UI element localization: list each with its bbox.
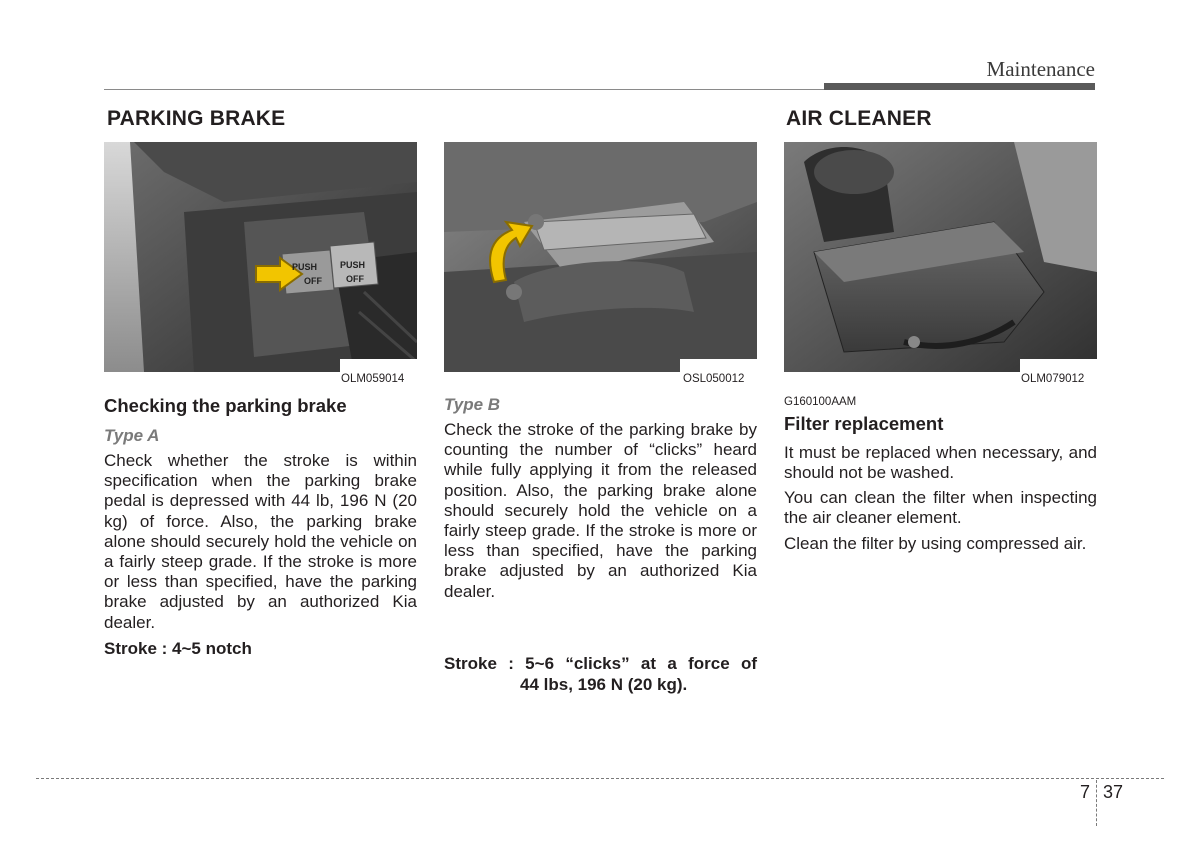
air-cleaner-para-3: Clean the filter by using compressed air. xyxy=(784,534,1087,553)
parking-brake-title: PARKING BRAKE xyxy=(107,107,286,130)
image-a-caption: OLM059014 xyxy=(341,373,405,385)
type-b-stroke-line1: Stroke : 5~6 “clicks” at a force of xyxy=(444,654,757,673)
air-cleaner-para-1: It must be replaced when necessary, and should not be washed. xyxy=(784,443,1097,483)
type-b-label: Type B xyxy=(444,395,501,414)
filter-replacement-heading: Filter replacement xyxy=(784,413,944,434)
type-a-label: Type A xyxy=(104,426,160,445)
air-cleaner-title: AIR CLEANER xyxy=(786,107,932,130)
type-a-stroke: Stroke : 4~5 notch xyxy=(104,639,252,658)
parking-brake-lever-photo xyxy=(444,142,757,372)
chapter-title: Maintenance xyxy=(986,57,1095,81)
checking-parking-brake-heading: Checking the parking brake xyxy=(104,395,347,416)
pedal-label-push-1: PUSH xyxy=(292,262,318,272)
pedal-label-push-2: PUSH xyxy=(340,260,366,270)
page-chapter-number: 7 xyxy=(1079,782,1090,802)
pedal-label-off-2: OFF xyxy=(346,274,364,284)
type-b-body: Check the stroke of the parking brake by counting the number of “clicks” heard while fully applying it from the released position. Also, the parking brake alone should securely hold the vehicle on a fairly steep grade. If the stroke is more or less than specified, have the parking brake adjusted by an authorized Kia dealer. xyxy=(444,420,757,601)
image-b-caption: OSL050012 xyxy=(683,373,745,385)
air-cleaner-para-2: You can clean the filter when inspecting the air cleaner element. xyxy=(784,488,1097,528)
air-cleaner-photo xyxy=(784,142,1097,372)
header-accent-bar xyxy=(824,83,1095,90)
footer-divider xyxy=(1096,780,1097,826)
parking-brake-pedal-photo xyxy=(104,142,417,372)
air-cleaner-code: G160100AAM xyxy=(784,396,857,408)
image-c-caption: OLM079012 xyxy=(1021,373,1085,385)
page-number: 37 xyxy=(1103,782,1124,802)
pedal-label-off-1: OFF xyxy=(304,276,322,286)
type-a-body: Check whether the stroke is within specification when the parking brake pedal is depressed with 44 lb, 196 N (20 kg) of force. Also, the parking brake alone should securely hold the vehicle on a fairly steep grade. If the stroke is more or less than specified, have the parking brake adjusted by an authorized Kia dealer. xyxy=(104,451,417,632)
footer-rule xyxy=(36,778,1164,779)
type-b-stroke-line2: 44 lbs, 196 N (20 kg). xyxy=(520,675,688,694)
